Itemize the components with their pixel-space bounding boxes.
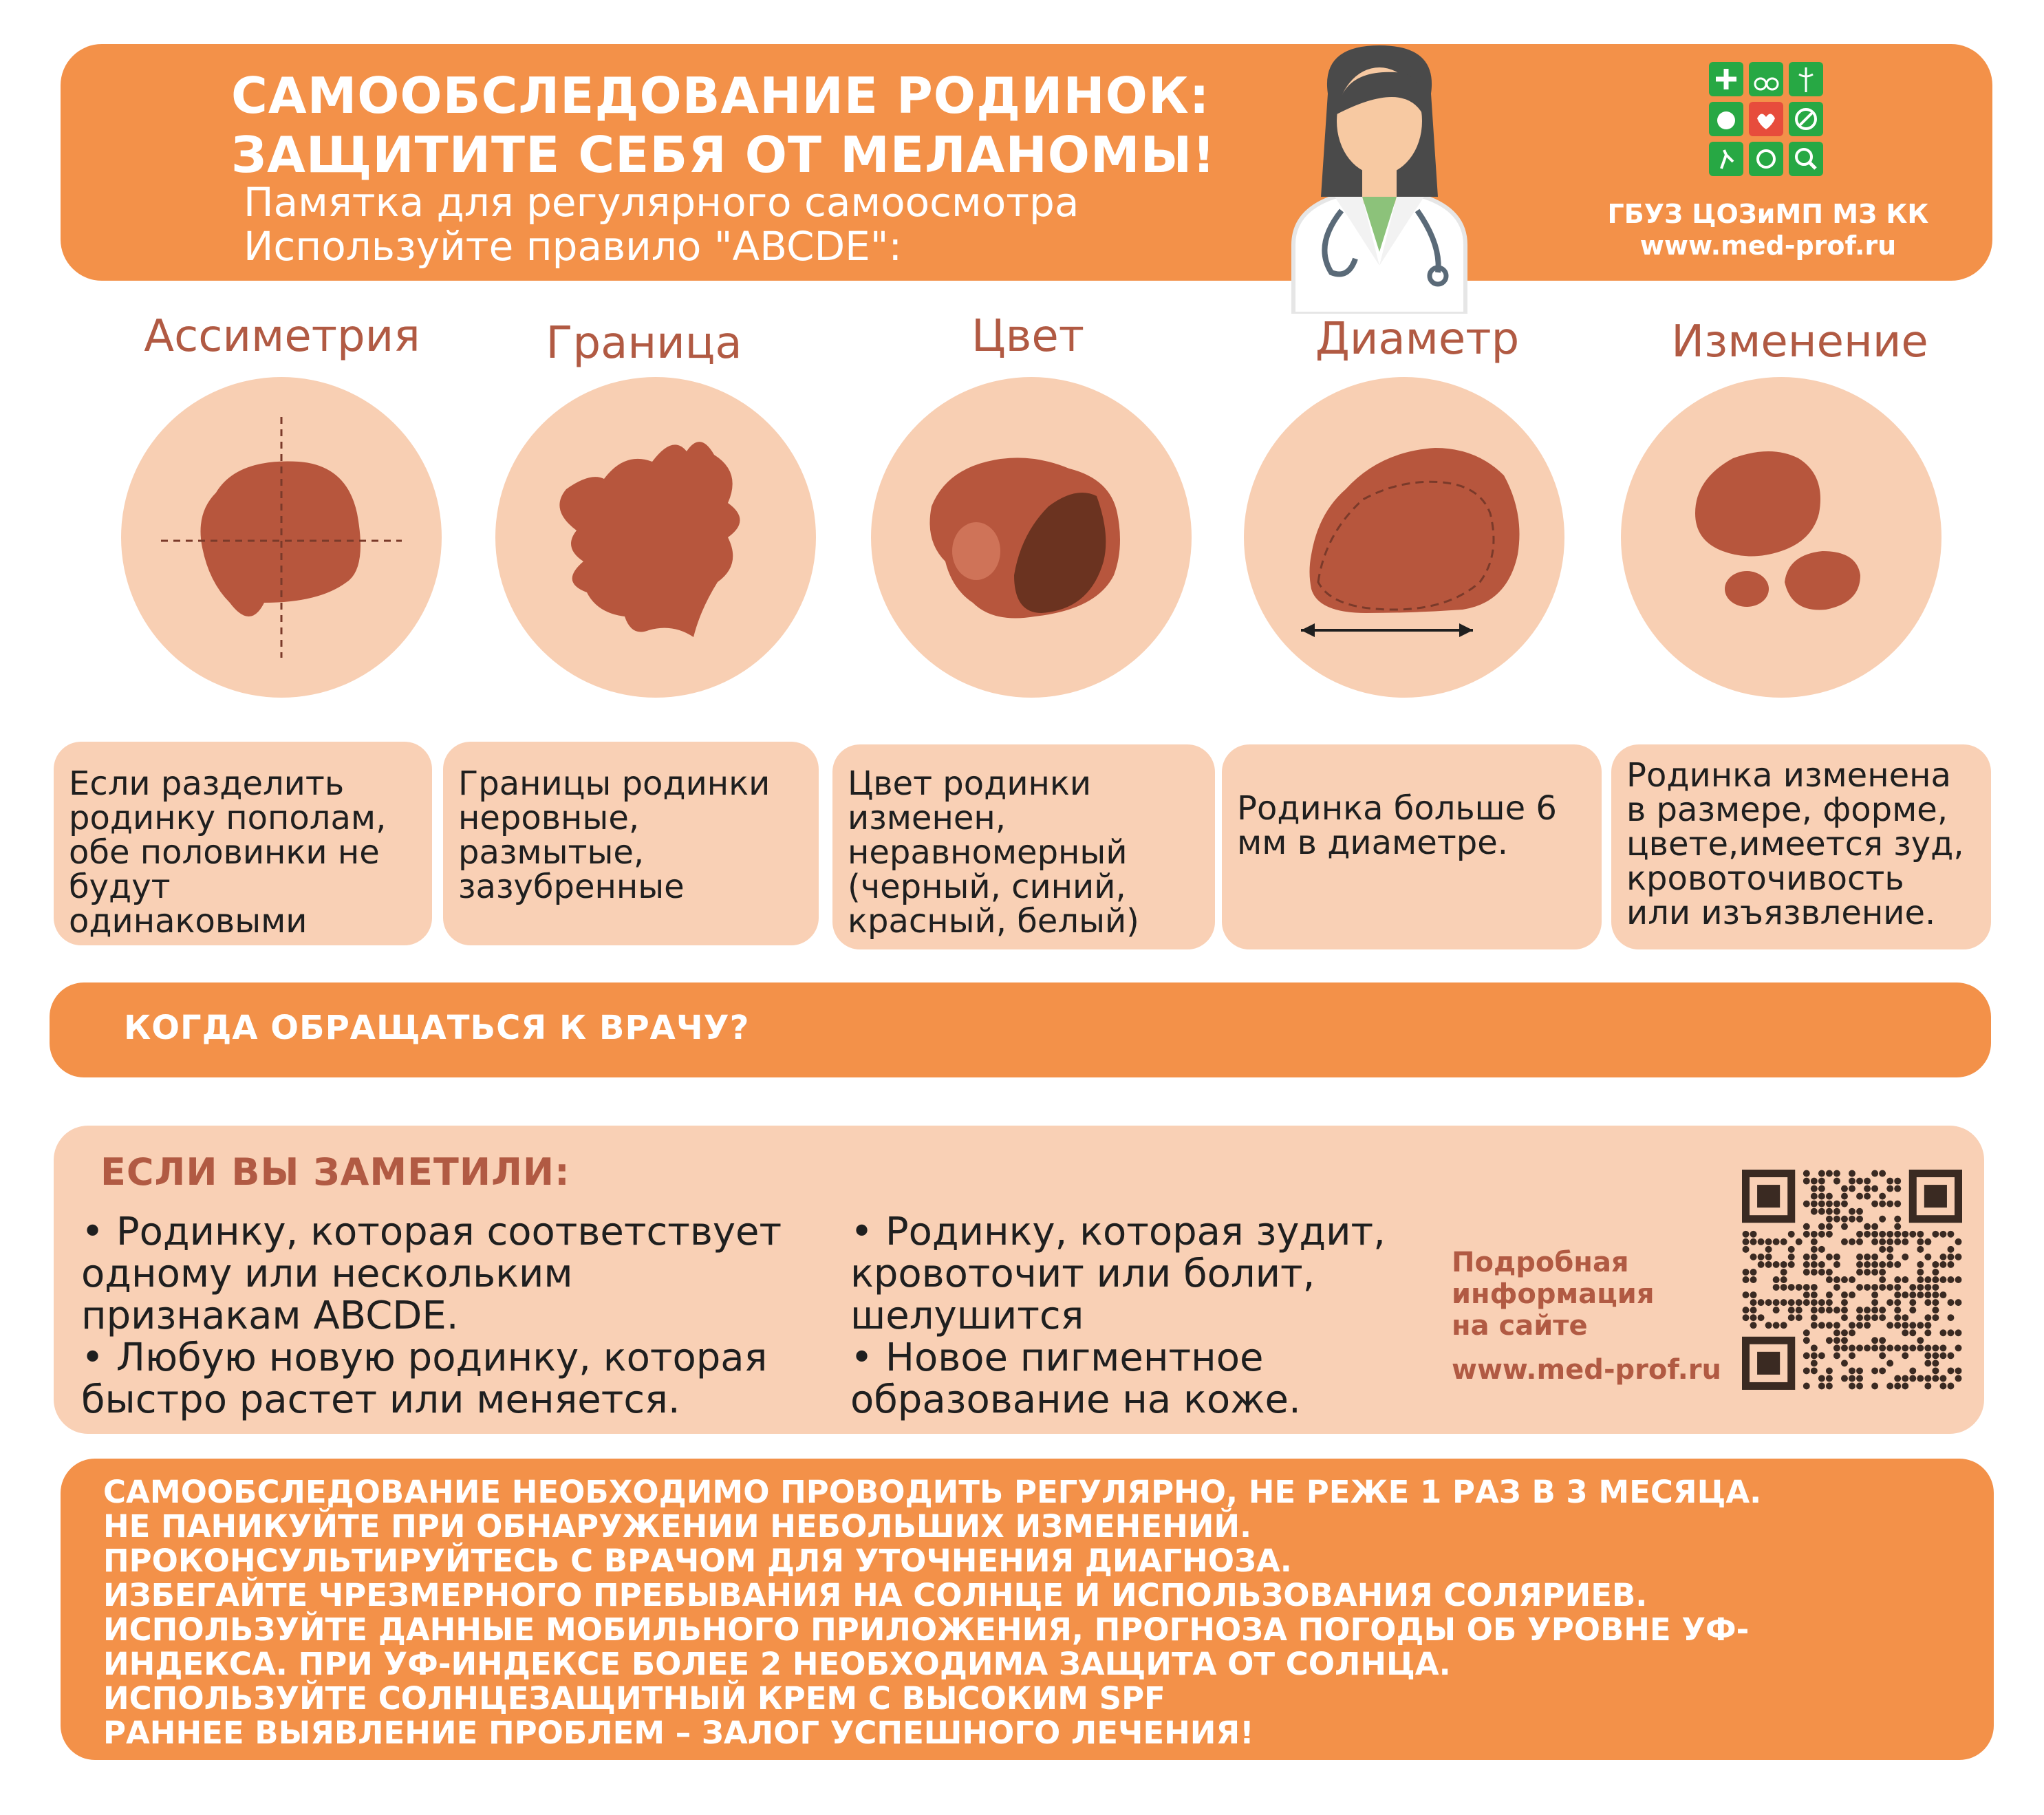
border-mole-icon (494, 376, 817, 699)
criterion-desc-diameter: Родинка больше 6 мм в диаметре. (1222, 744, 1602, 949)
criterion-title-color: Цвет (971, 311, 1085, 362)
organization-name: ГБУЗ ЦОЗиМП МЗ КК (1607, 199, 1929, 229)
advice-text: САМООБСЛЕДОВАНИЕ НЕОБХОДИМО ПРОВОДИТЬ РЕГУЛЯРНО, НЕ РЕЖЕ 1 РАЗ В 3 МЕСЯЦА. НЕ ПАНИКУЙТЕ ПРИ ОБНАРУЖЕНИИ НЕБОЛЬШИХ ИЗМЕНЕНИЙ. ПРОКОНСУЛЬТИРУЙТЕСЬ С ВРАЧОМ ДЛЯ УТОЧНЕНИЯ ДИАГНОЗА. ИЗБЕГАЙТЕ ЧРЕЗМЕРНОГО ПРЕБЫВАНИЯ НА СОЛНЦЕ И ИСПОЛЬЗОВАНИЯ СОЛЯРИЕВ. ИСПОЛЬЗУЙТЕ ДАННЫЕ МОБИЛЬНОГО ПРИЛОЖЕНИЯ, ПРОГНОЗА ПОГОДЫ ОБ УРОВНЕ УФ- ИНДЕКСА. ПРИ УФ-ИНДЕКСЕ БОЛЕЕ 2 НЕОБХОДИМА ЗАЩИТА ОТ СОЛНЦА. ИСПОЛЬЗУЙТЕ СОЛНЦЕЗАЩИТНЫЙ КРЕМ С ВЫСОКИМ SPF РАННЕЕ ВЫЯВЛЕНИЕ ПРОБЛЕМ – ЗАЛОГ УСПЕШНОГО ЛЕЧЕНИЯ! (103, 1474, 1762, 1751)
criterion-title-asymmetry: Ассиметрия (144, 311, 420, 362)
criterion-desc-color: Цвет родинки изменен, неравномерный (черный, синий, красный, белый) (832, 744, 1215, 949)
asymmetry-mole-icon (120, 376, 443, 699)
criterion-desc-border: Границы родинки неровные, размытые, зазубренные (443, 742, 819, 945)
evolving-mole-icon (1620, 376, 1943, 699)
criterion-desc-evolving: Родинка изменена в размере, форме, цвете,имеется зуд, кровоточивость или изъязвление. (1611, 744, 1991, 949)
more-info-label: Подробная информация на сайте (1452, 1247, 1655, 1342)
diameter-mole-icon (1242, 376, 1566, 699)
organization-logo (1709, 62, 1825, 178)
notice-title: ЕСЛИ ВЫ ЗАМЕТИЛИ: (100, 1150, 570, 1194)
when-title: КОГДА ОБРАЩАТЬСЯ К ВРАЧУ? (124, 1009, 750, 1047)
organization-url[interactable]: www.med-prof.ru (1639, 230, 1897, 261)
more-info-url[interactable]: www.med-prof.ru (1452, 1354, 1721, 1386)
criterion-desc-asymmetry: Если разделить родинку пополам, обе половинки не будут одинаковыми (54, 742, 432, 945)
doctor-illustration (1266, 39, 1493, 314)
page-subtitle: Памятка для регулярного самоосмотра Используйте правило "ABCDE": (244, 179, 1079, 270)
qr-code[interactable] (1742, 1170, 1962, 1390)
notice-list-left: • Родинку, которая соответствует одному или нескольким признакам ABCDE. • Любую новую родинку, которая быстро растет или меняется. (81, 1210, 782, 1422)
notice-list-right: • Родинку, которая зудит, кровоточит или болит, шелушится • Новое пигментное образование на коже. (850, 1210, 1386, 1422)
organization-info (1589, 198, 1947, 261)
criterion-title-diameter: Диаметр (1315, 314, 1520, 365)
page-title: САМООБСЛЕДОВАНИЕ РОДИНОК: ЗАЩИТИТЕ СЕБЯ ОТ МЕЛАНОМЫ! (231, 67, 1216, 184)
criterion-title-evolving: Изменение (1671, 316, 1928, 367)
health-icons (1709, 62, 1825, 178)
color-mole-icon (870, 376, 1193, 699)
criterion-title-border: Граница (546, 318, 742, 369)
